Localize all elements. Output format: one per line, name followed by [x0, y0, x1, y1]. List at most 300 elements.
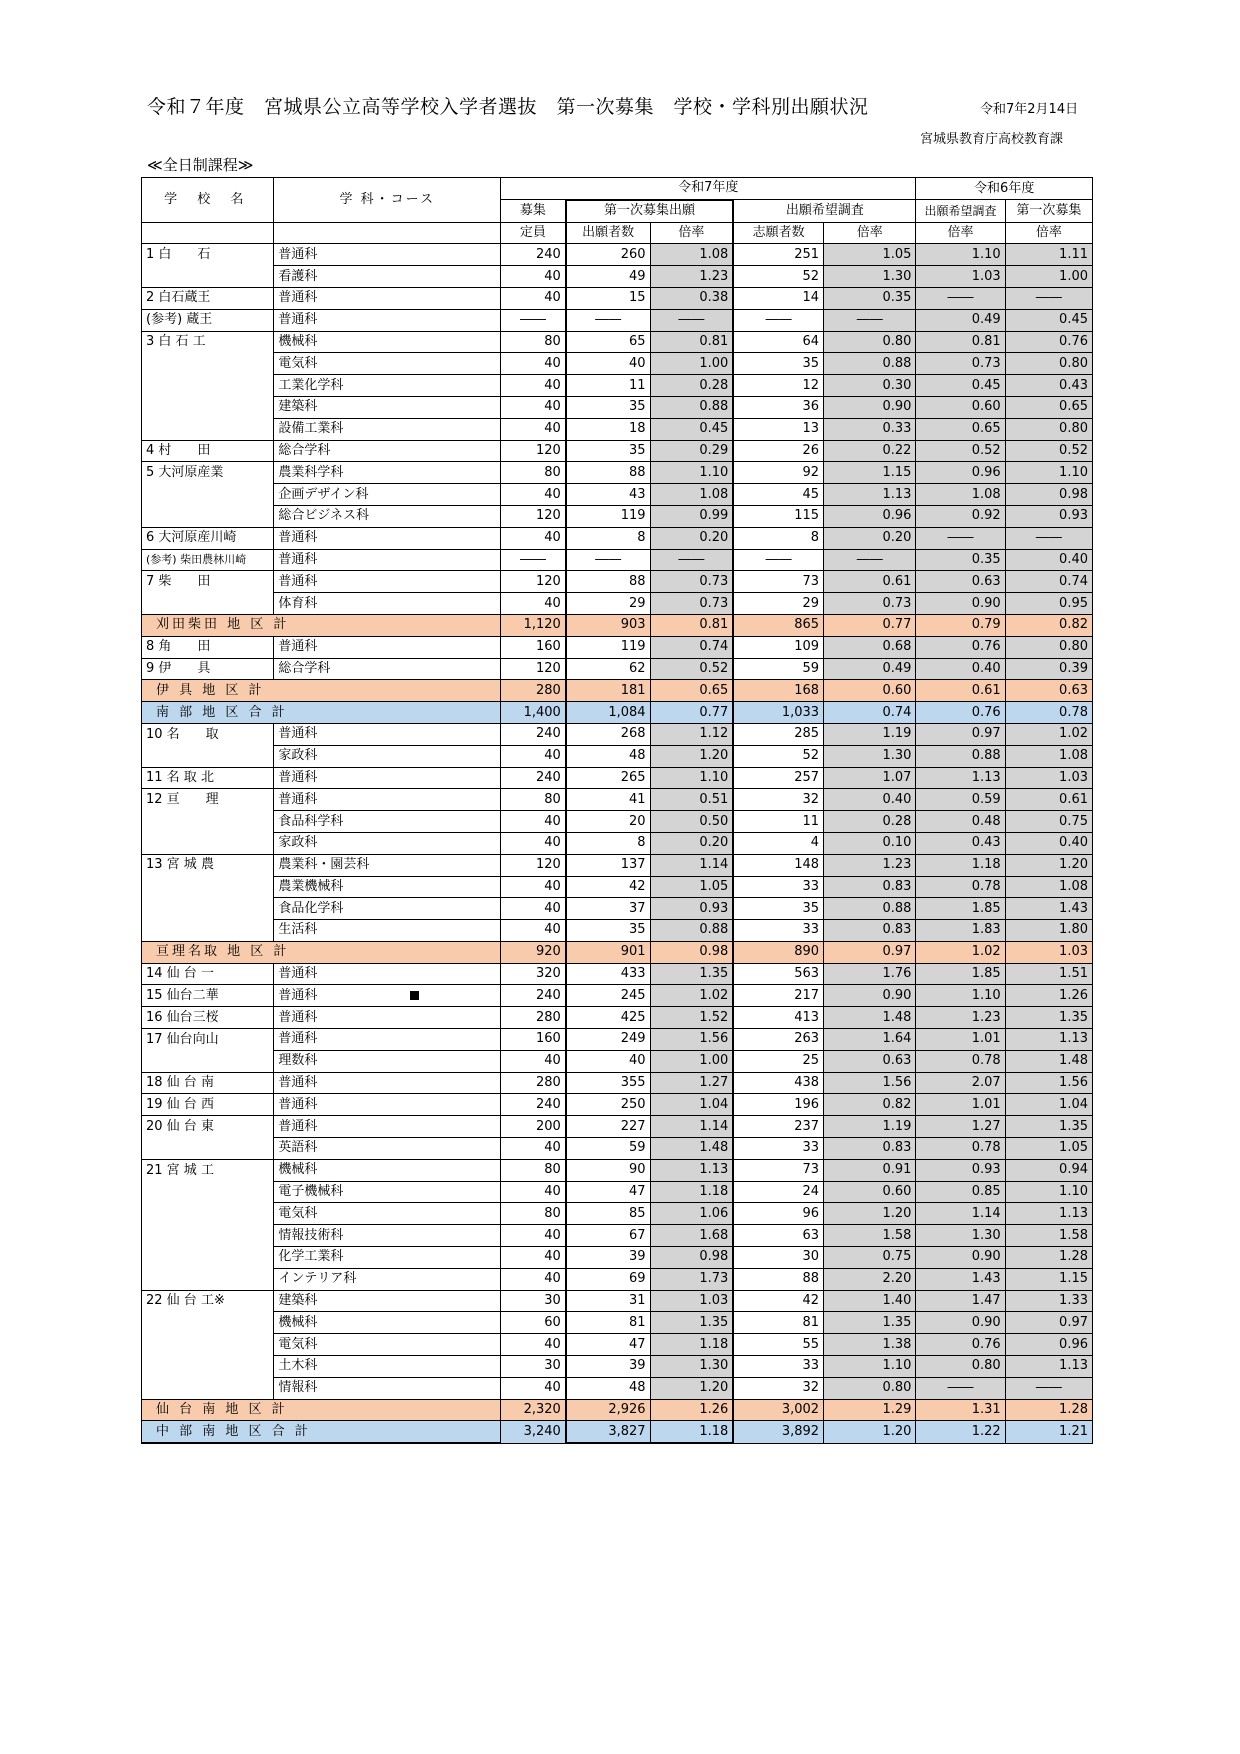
dept-cell: 普通科 [274, 309, 501, 331]
dept-cell: 普通科 [274, 723, 501, 745]
rate-cell: 0.81 [650, 331, 733, 353]
prev-survey-rate-cell: 1.22 [916, 1421, 1005, 1443]
dept-cell: 普通科 [274, 767, 501, 789]
school-name-cell: 11 名 取 北 [142, 767, 274, 789]
prev-first-rate-cell: 0.94 [1005, 1159, 1092, 1181]
rate-cell: 1.13 [650, 1159, 733, 1181]
rate-cell: 1.18 [650, 1334, 733, 1356]
applicants-cell: 35 [566, 396, 650, 418]
rate-cell: 1.73 [650, 1268, 733, 1290]
prev-survey-rate-cell: 0.97 [916, 723, 1005, 745]
table-row [142, 1312, 1093, 1334]
capacity-cell: 40 [501, 593, 566, 615]
survey-rate-cell: 1.30 [824, 266, 916, 288]
rate-cell: 1.20 [650, 1377, 733, 1399]
survey-rate-cell: 1.64 [824, 1029, 916, 1051]
school-name-cell [142, 1377, 274, 1399]
prev-first-rate-cell: 0.65 [1005, 396, 1092, 418]
prev-survey-rate-cell: 1.27 [916, 1116, 1005, 1138]
survey-cell: 30 [733, 1247, 823, 1269]
prev-survey-rate-cell: ―― [916, 527, 1005, 549]
header-survey: 出願希望調査 [733, 200, 916, 222]
rate-cell: 0.88 [650, 920, 733, 942]
prev-survey-rate-cell: 1.01 [916, 1094, 1005, 1116]
table-row [142, 658, 1093, 680]
survey-rate-cell: 0.63 [824, 1050, 916, 1072]
school-name-cell [142, 1050, 274, 1072]
survey-rate-cell: 0.90 [824, 396, 916, 418]
capacity-cell: 40 [501, 1050, 566, 1072]
applicants-cell: 43 [566, 484, 650, 506]
survey-rate-cell: 0.90 [824, 985, 916, 1007]
capacity-cell: 30 [501, 1356, 566, 1378]
school-name-cell [142, 1268, 274, 1290]
header-rate: 倍率 [650, 222, 733, 244]
rate-cell: ―― [650, 309, 733, 331]
prev-first-rate-cell: 0.93 [1005, 505, 1092, 527]
table-row [142, 1072, 1093, 1094]
prev-survey-rate-cell: 1.85 [916, 963, 1005, 985]
applicants-cell: 2,926 [566, 1399, 650, 1421]
prev-survey-rate-cell: 0.52 [916, 440, 1005, 462]
prev-first-rate-cell: 1.35 [1005, 1007, 1092, 1029]
prev-first-rate-cell: 0.52 [1005, 440, 1092, 462]
header-rate3: 倍率 [916, 222, 1005, 244]
dept-cell: 土木科 [274, 1356, 501, 1378]
prev-first-rate-cell: 1.13 [1005, 1356, 1092, 1378]
survey-cell: 11 [733, 811, 823, 833]
capacity-cell: 1,120 [501, 614, 566, 636]
prev-survey-rate-cell: 1.10 [916, 985, 1005, 1007]
dept-cell: 普通科 [274, 287, 501, 309]
capacity-cell: 30 [501, 1290, 566, 1312]
survey-cell: 26 [733, 440, 823, 462]
prev-first-rate-cell: ―― [1005, 1377, 1092, 1399]
survey-cell: 148 [733, 854, 823, 876]
applicants-cell: 67 [566, 1225, 650, 1247]
school-name-cell: 13 宮 城 農 [142, 854, 274, 876]
prev-survey-rate-cell: 0.90 [916, 1312, 1005, 1334]
prev-first-rate-cell: ―― [1005, 287, 1092, 309]
header-r7: 令和7年度 [501, 178, 916, 200]
school-name-cell [142, 1138, 274, 1160]
table-row [142, 571, 1093, 593]
dept-cell: 生活科 [274, 920, 501, 942]
header-dept: 学 科・コース [274, 178, 501, 223]
prev-first-rate-cell: 1.48 [1005, 1050, 1092, 1072]
page-title: 令和７年度 宮城県公立高等学校入学者選抜 第一次募集 学校・学科別出願状況 [147, 96, 869, 118]
table-row [142, 309, 1093, 331]
survey-cell: 92 [733, 462, 823, 484]
prev-survey-rate-cell: 1.08 [916, 484, 1005, 506]
applicants-cell: 355 [566, 1072, 650, 1094]
prev-first-rate-cell: 0.80 [1005, 636, 1092, 658]
school-name-cell: 2 白石蔵王 [142, 287, 274, 309]
table-row [142, 1268, 1093, 1290]
dept-cell: 普通科 [274, 1094, 501, 1116]
applicants-cell: ―― [566, 549, 650, 571]
dept-cell: 理数科 [274, 1050, 501, 1072]
capacity-cell: 3,240 [501, 1421, 566, 1443]
prev-survey-rate-cell: 1.23 [916, 1007, 1005, 1029]
applicants-cell: 48 [566, 745, 650, 767]
prev-first-rate-cell: ―― [1005, 527, 1092, 549]
rate-cell: 0.45 [650, 418, 733, 440]
capacity-cell: 80 [501, 1159, 566, 1181]
applicants-cell: 88 [566, 462, 650, 484]
header-hopefuls: 志願者数 [733, 222, 823, 244]
rate-cell: 1.05 [650, 876, 733, 898]
applicants-cell: 260 [566, 244, 650, 266]
table-row [142, 745, 1093, 767]
rate-cell: 0.93 [650, 898, 733, 920]
table-row [142, 1181, 1093, 1203]
dept-cell: 家政科 [274, 832, 501, 854]
applicants-cell: 20 [566, 811, 650, 833]
survey-rate-cell: 0.61 [824, 571, 916, 593]
applicants-cell: 47 [566, 1181, 650, 1203]
rate-cell: 0.38 [650, 287, 733, 309]
prev-survey-rate-cell: 1.43 [916, 1268, 1005, 1290]
survey-rate-cell: 0.35 [824, 287, 916, 309]
capacity-cell: 200 [501, 1116, 566, 1138]
prev-first-rate-cell: 1.21 [1005, 1421, 1092, 1443]
survey-cell: 285 [733, 723, 823, 745]
survey-rate-cell: 0.83 [824, 876, 916, 898]
applicants-cell: 62 [566, 658, 650, 680]
school-name-cell [142, 1225, 274, 1247]
prev-survey-rate-cell: 0.85 [916, 1181, 1005, 1203]
applicants-cell: 90 [566, 1159, 650, 1181]
table-row [142, 462, 1093, 484]
applicants-cell: 137 [566, 854, 650, 876]
survey-rate-cell: 0.10 [824, 832, 916, 854]
capacity-cell: 80 [501, 1203, 566, 1225]
applicants-cell: 42 [566, 876, 650, 898]
prev-first-rate-cell: 0.45 [1005, 309, 1092, 331]
capacity-cell: ―― [501, 309, 566, 331]
prev-survey-rate-cell: 1.14 [916, 1203, 1005, 1225]
rate-cell: 0.29 [650, 440, 733, 462]
dept-cell: 電気科 [274, 1334, 501, 1356]
dept-cell: 化学工業科 [274, 1247, 501, 1269]
school-name-cell: 18 仙 台 南 [142, 1072, 274, 1094]
survey-rate-cell: 0.28 [824, 811, 916, 833]
header-school: 学 校 名 [142, 178, 274, 223]
school-name-cell: 20 仙 台 東 [142, 1116, 274, 1138]
dept-cell: 英語科 [274, 1138, 501, 1160]
survey-cell: 115 [733, 505, 823, 527]
applicants-cell: 39 [566, 1356, 650, 1378]
dept-cell: 機械科 [274, 1312, 501, 1334]
survey-rate-cell: 0.33 [824, 418, 916, 440]
dept-cell: 普通科 [274, 985, 501, 1007]
prev-survey-rate-cell: 1.31 [916, 1399, 1005, 1421]
table-row [142, 1377, 1093, 1399]
prev-first-rate-cell: 1.00 [1005, 266, 1092, 288]
applicants-cell: 8 [566, 832, 650, 854]
school-name-cell [142, 418, 274, 440]
survey-rate-cell: 0.91 [824, 1159, 916, 1181]
survey-rate-cell: 1.10 [824, 1356, 916, 1378]
survey-rate-cell: 0.96 [824, 505, 916, 527]
dept-cell: 看護科 [274, 266, 501, 288]
rate-cell: 1.52 [650, 1007, 733, 1029]
survey-rate-cell: 0.82 [824, 1094, 916, 1116]
prev-survey-rate-cell: 1.01 [916, 1029, 1005, 1051]
header-r6-survey: 出願希望調査 [916, 200, 1005, 222]
rate-cell: 1.27 [650, 1072, 733, 1094]
table-row [142, 418, 1093, 440]
capacity-cell: 280 [501, 1072, 566, 1094]
applicants-cell: 37 [566, 898, 650, 920]
table-row [142, 484, 1093, 506]
survey-cell: 33 [733, 1356, 823, 1378]
prev-first-rate-cell: 0.98 [1005, 484, 1092, 506]
rate-cell: 0.88 [650, 396, 733, 418]
applicants-cell: 181 [566, 680, 650, 702]
school-name-cell: 10 名 取 [142, 723, 274, 745]
rate-cell: 1.00 [650, 353, 733, 375]
dept-cell: 建築科 [274, 1290, 501, 1312]
survey-rate-cell: 1.15 [824, 462, 916, 484]
school-name-cell [142, 811, 274, 833]
capacity-cell: 40 [501, 266, 566, 288]
table-row [142, 723, 1093, 745]
school-name-cell [142, 593, 274, 615]
rate-cell: 1.35 [650, 1312, 733, 1334]
survey-cell: 52 [733, 745, 823, 767]
prev-survey-rate-cell: 0.92 [916, 505, 1005, 527]
dept-cell: 家政科 [274, 745, 501, 767]
survey-cell: 263 [733, 1029, 823, 1051]
school-name-cell: 4 村 田 [142, 440, 274, 462]
capacity-cell: 1,400 [501, 702, 566, 724]
dept-cell: 農業科学科 [274, 462, 501, 484]
survey-cell: 890 [733, 941, 823, 963]
applicants-cell: 49 [566, 266, 650, 288]
prev-first-rate-cell: 1.26 [1005, 985, 1092, 1007]
prev-first-rate-cell: 1.13 [1005, 1203, 1092, 1225]
prev-first-rate-cell: 1.58 [1005, 1225, 1092, 1247]
rate-cell: 0.81 [650, 614, 733, 636]
school-name-cell [142, 832, 274, 854]
survey-cell: 12 [733, 375, 823, 397]
table-row [142, 1094, 1093, 1116]
dept-cell: 機械科 [274, 331, 501, 353]
prev-survey-rate-cell: 0.90 [916, 593, 1005, 615]
rate-cell: 1.14 [650, 854, 733, 876]
capacity-cell: 240 [501, 1094, 566, 1116]
applicants-cell: 8 [566, 527, 650, 549]
survey-cell: 45 [733, 484, 823, 506]
survey-cell: 73 [733, 1159, 823, 1181]
capacity-cell: 240 [501, 244, 566, 266]
applicants-cell: 433 [566, 963, 650, 985]
survey-rate-cell: 0.60 [824, 1181, 916, 1203]
capacity-cell: 40 [501, 811, 566, 833]
survey-rate-cell: 0.77 [824, 614, 916, 636]
school-name-cell: 6 大河原産川崎 [142, 527, 274, 549]
rate-cell: 0.98 [650, 1247, 733, 1269]
survey-cell: 55 [733, 1334, 823, 1356]
survey-rate-cell: 0.68 [824, 636, 916, 658]
rate-cell: 0.20 [650, 527, 733, 549]
table-row [142, 1029, 1093, 1051]
survey-cell: 59 [733, 658, 823, 680]
prev-survey-rate-cell: 0.40 [916, 658, 1005, 680]
capacity-cell: ―― [501, 549, 566, 571]
school-name-cell: 14 仙 台 一 [142, 963, 274, 985]
school-name-cell: (参考) 蔵王 [142, 309, 274, 331]
table-row [142, 920, 1093, 942]
survey-rate-cell: 2.20 [824, 1268, 916, 1290]
rate-cell: 0.50 [650, 811, 733, 833]
school-name-cell: 3 白 石 工 [142, 331, 274, 353]
prev-first-rate-cell: 0.40 [1005, 832, 1092, 854]
school-name-cell: 5 大河原産業 [142, 462, 274, 484]
applicants-cell: 15 [566, 287, 650, 309]
survey-rate-cell: 0.80 [824, 331, 916, 353]
table-row [142, 549, 1093, 571]
school-name-cell: 22 仙 台 工※ [142, 1290, 274, 1312]
capacity-cell: 120 [501, 505, 566, 527]
survey-cell: 88 [733, 1268, 823, 1290]
dept-cell: 機械科 [274, 1159, 501, 1181]
table-row [142, 1007, 1093, 1029]
rate-cell: 1.06 [650, 1203, 733, 1225]
survey-cell: 257 [733, 767, 823, 789]
survey-rate-cell: 1.48 [824, 1007, 916, 1029]
survey-rate-cell: 1.05 [824, 244, 916, 266]
survey-rate-cell: 1.20 [824, 1203, 916, 1225]
school-name-cell: 19 仙 台 西 [142, 1094, 274, 1116]
school-name-cell [142, 375, 274, 397]
survey-cell: 33 [733, 1138, 823, 1160]
survey-cell: 32 [733, 789, 823, 811]
table-row [142, 963, 1093, 985]
dept-cell: 食品化学科 [274, 898, 501, 920]
applicants-cell: 40 [566, 1050, 650, 1072]
capacity-cell: 160 [501, 636, 566, 658]
prev-first-rate-cell: 0.43 [1005, 375, 1092, 397]
prev-first-rate-cell: 0.95 [1005, 593, 1092, 615]
dept-cell: 普通科 [274, 527, 501, 549]
capacity-cell: 80 [501, 331, 566, 353]
capacity-cell: 40 [501, 1247, 566, 1269]
table-row [142, 1290, 1093, 1312]
rate-cell: 1.08 [650, 484, 733, 506]
table-row [142, 331, 1093, 353]
table-row [142, 1247, 1093, 1269]
rate-cell: 1.10 [650, 767, 733, 789]
prev-survey-rate-cell: 0.65 [916, 418, 1005, 440]
prev-first-rate-cell: 0.74 [1005, 571, 1092, 593]
applicants-cell: ―― [566, 309, 650, 331]
capacity-cell: 40 [501, 1225, 566, 1247]
dept-cell: 農業機械科 [274, 876, 501, 898]
rate-cell: 0.98 [650, 941, 733, 963]
subtotal-label: 中 部 南 地 区 合 計 [142, 1421, 501, 1443]
region-total-row [142, 702, 1093, 724]
table-row [142, 811, 1093, 833]
table-row [142, 1225, 1093, 1247]
rate-cell: 1.56 [650, 1029, 733, 1051]
applicants-cell: 40 [566, 353, 650, 375]
prev-first-rate-cell: 1.11 [1005, 244, 1092, 266]
prev-first-rate-cell: 1.10 [1005, 462, 1092, 484]
survey-rate-cell: 1.58 [824, 1225, 916, 1247]
survey-rate-cell: 0.80 [824, 1377, 916, 1399]
dept-cell: 食品科学科 [274, 811, 501, 833]
school-name-cell [142, 1181, 274, 1203]
survey-cell: 3,892 [733, 1421, 823, 1443]
prev-first-rate-cell: 1.08 [1005, 745, 1092, 767]
survey-cell: 24 [733, 1181, 823, 1203]
dept-cell: 情報科 [274, 1377, 501, 1399]
table-row [142, 396, 1093, 418]
capacity-cell: 40 [501, 484, 566, 506]
applicants-cell: 35 [566, 920, 650, 942]
prev-first-rate-cell: 1.80 [1005, 920, 1092, 942]
survey-rate-cell: 1.07 [824, 767, 916, 789]
header-rate4: 倍率 [1005, 222, 1092, 244]
dept-cell: 農業科・園芸科 [274, 854, 501, 876]
applicants-cell: 245 [566, 985, 650, 1007]
school-name-cell [142, 745, 274, 767]
applicants-cell: 11 [566, 375, 650, 397]
rate-cell: 1.48 [650, 1138, 733, 1160]
survey-rate-cell: 0.83 [824, 920, 916, 942]
applicants-cell: 31 [566, 1290, 650, 1312]
dept-cell: 普通科 [274, 963, 501, 985]
application-table [141, 177, 1093, 1444]
applicants-cell: 65 [566, 331, 650, 353]
prev-survey-rate-cell: 0.81 [916, 331, 1005, 353]
capacity-cell: 40 [501, 898, 566, 920]
district-subtotal-row [142, 614, 1093, 636]
table-row [142, 898, 1093, 920]
survey-rate-cell: 0.75 [824, 1247, 916, 1269]
dept-cell: 総合学科 [274, 658, 501, 680]
survey-cell: 14 [733, 287, 823, 309]
capacity-cell: 40 [501, 1334, 566, 1356]
table-row [142, 287, 1093, 309]
dept-cell: 普通科 [274, 789, 501, 811]
dept-cell: 企画デザイン科 [274, 484, 501, 506]
school-name-cell: 15 仙台二華 [142, 985, 274, 1007]
prev-survey-rate-cell: 1.85 [916, 898, 1005, 920]
survey-cell: 33 [733, 876, 823, 898]
rate-cell: 1.18 [650, 1421, 733, 1443]
survey-rate-cell: 0.40 [824, 789, 916, 811]
applicants-cell: 39 [566, 1247, 650, 1269]
survey-rate-cell: 1.35 [824, 1312, 916, 1334]
rate-cell: 1.26 [650, 1399, 733, 1421]
rate-cell: 0.20 [650, 832, 733, 854]
survey-rate-cell: 0.74 [824, 702, 916, 724]
prev-survey-rate-cell: 1.83 [916, 920, 1005, 942]
school-name-cell [142, 505, 274, 527]
table-row [142, 1159, 1093, 1181]
prev-survey-rate-cell: ―― [916, 287, 1005, 309]
dept-cell: 総合ビジネス科 [274, 505, 501, 527]
prev-first-rate-cell: 1.33 [1005, 1290, 1092, 1312]
header-applicants: 出願者数 [566, 222, 650, 244]
rate-cell: 0.73 [650, 571, 733, 593]
capacity-cell: 120 [501, 854, 566, 876]
survey-cell: 865 [733, 614, 823, 636]
